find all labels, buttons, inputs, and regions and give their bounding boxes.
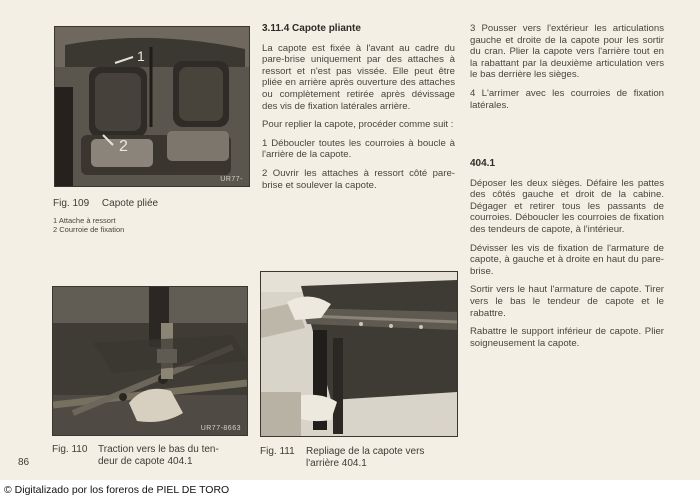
section-3114-paragraph: Pour replier la capote, procéder comme suit : [262, 119, 454, 131]
fig-110-caption-line-2: deur de capote 404.1 [98, 456, 193, 467]
fig-110-photo [52, 286, 248, 436]
section-3114-column [262, 23, 455, 198]
section-4041-paragraph: Sortir vers le haut l'armature de capote. Tirer vers le bas le tendeur de capote et le rabattre. [470, 284, 664, 319]
section-3114-step-4: 4 L'arrimer avec les courroies de fixation latérales. [470, 87, 664, 111]
section-3114-continued-column [470, 23, 664, 118]
section-4041-paragraph: Rabattre le support inférieur de capote. Plier soigneusement la capote. [470, 326, 664, 349]
fig-111-code: UR77-8664 [410, 426, 451, 433]
fig-110-code: UR77-8663 [200, 425, 241, 432]
fig-111-photo [260, 271, 458, 437]
fig-111-caption [260, 446, 425, 469]
fig-109-legend [53, 216, 124, 234]
fig-111-caption-line-2: l'arrière 404.1 [306, 458, 367, 469]
section-3114-step-3: 3 Pousser vers l'extérieur les articulations gauche et droite de la capote pour les sortir du cran. Plier la capote vers l'arrière tout en la rabattant par la deuxième articulation vers le bas derrière les sièges. [470, 23, 664, 81]
fig-109-callout-2: 2 [119, 138, 128, 155]
section-4041-paragraph: Dévisser les vis de fixation de l'armature de capote, à gauche et à droite en haut du pare-brise. [470, 242, 664, 277]
section-4041-title: 404.1 [470, 158, 496, 169]
fig-110-caption [52, 444, 219, 467]
legend-item: 2 Courroie de fixation [53, 225, 125, 234]
fig-111-number: Fig. 111 [260, 446, 295, 457]
fig-109-number: Fig. 109 [53, 198, 90, 209]
fig-111-caption-line-1: Repliage de la capote vers [306, 446, 425, 457]
section-3114-paragraph: La capote est fixée à l'avant au cadre du pare-brise uniquement par des attaches à ressort et n'est pas vissée. Elle peut être pliée en arrière après ouverture des attaches ou complètement retirée après dévissage des vis de fixation latérales arrière. [262, 42, 455, 112]
section-4041-column [470, 158, 664, 356]
section-3114-title: 3.11.4 Capote pliante [262, 23, 361, 34]
fig-110-number: Fig. 110 [52, 444, 88, 455]
section-4041-paragraph: Déposer les deux sièges. Défaire les pattes des côtés gauche et droit de la cabine. Dégager et retirer tous les passants de courroies. Déboucler les courroies de fixation des tendeurs de capote, à l'intérieur. [470, 177, 664, 235]
legend-item: 1 Attache à ressort [53, 216, 116, 225]
fig-109-code: UR77- [220, 176, 243, 183]
section-3114-step-1: 1 Déboucler toutes les courroies à boucle à l'arrière de la capote. [262, 137, 455, 161]
footer-credit: © Digitalizado por los foreros de PIEL DE TORO [4, 484, 230, 496]
fig-109-caption-text: Capote pliée [101, 198, 159, 209]
fig-110-caption-line-1: Traction vers le bas du ten- [98, 444, 219, 455]
section-3114-step-2: 2 Ouvrir les attaches à ressort côté pare-brise et soulever la capote. [262, 167, 455, 191]
page-number: 86 [18, 457, 30, 468]
fig-109-photo [54, 26, 250, 187]
fig-109-callout-1: 1 [137, 48, 145, 64]
fig-109-caption [53, 198, 158, 210]
